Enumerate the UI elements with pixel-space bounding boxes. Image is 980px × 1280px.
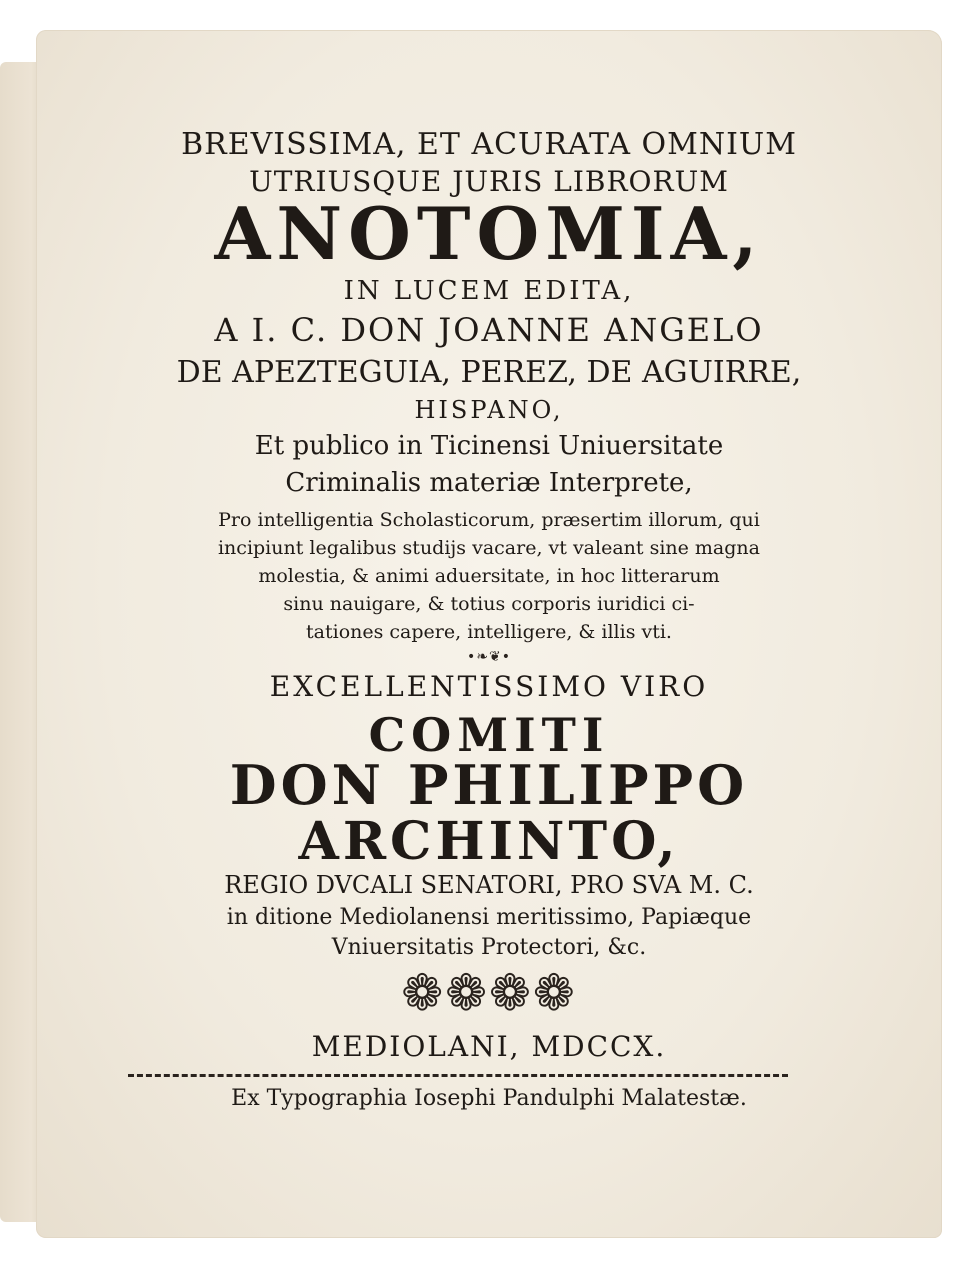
- author-surname-line: DE APEZTEGUIA, PEREZ, DE AGUIRRE,: [176, 355, 802, 390]
- author-line: A I. C. DON JOANNE ANGELO: [214, 311, 764, 349]
- dedicatee-line-3: ARCHINTO,: [298, 811, 680, 872]
- dedication-intro: EXCELLENTISSIMO VIRO: [269, 670, 709, 703]
- title-line-3: IN LUCEM EDITA,: [343, 276, 635, 306]
- position-line-2: Criminalis materiæ Interprete,: [285, 468, 693, 498]
- printer-line: Ex Typographia Iosephi Pandulphi Malatestæ.: [231, 1086, 747, 1111]
- main-title: ANOTOMIA,: [214, 191, 764, 276]
- large-ornament-icon: ❁❁❁❁: [401, 964, 577, 1022]
- purpose-line-4: sinu nauigare, & totius corporis iuridici ci-: [283, 593, 695, 615]
- purpose-line-2: incipiunt legalibus studijs vacare, vt valeant sine magna: [217, 537, 760, 559]
- dedicatee-line-2: DON PHILIPPO: [229, 753, 749, 817]
- imprint-place: MEDIOLANI, MDCCX.: [311, 1030, 667, 1063]
- purpose-line-1: Pro intelligentia Scholasticorum, præsertim illorum, qui: [218, 509, 760, 531]
- purpose-line-3: molestia, & animi aduersitate, in hoc litterarum: [258, 565, 720, 587]
- dedicatee-desc-1: in ditione Mediolanensi meritissimo, Papiæque: [226, 905, 752, 930]
- position-line-1: Et publico in Ticinensi Uniuersitate: [254, 431, 724, 461]
- small-ornament-icon: •❧❦•: [467, 649, 511, 665]
- dedicatee-title: REGIO DVCALI SENATORI, PRO SVA M. C.: [224, 871, 754, 899]
- title-line-2: UTRIUSQUE JURIS LIBRORUM: [249, 165, 729, 198]
- title-page: [36, 30, 942, 1238]
- dedicatee-line-1: COMITI: [368, 708, 610, 762]
- purpose-line-5: tationes capere, intelligere, & illis vti.: [306, 621, 672, 643]
- title-line-1: BREVISSIMA, ET ACURATA OMNIUM: [181, 127, 797, 162]
- dedicatee-desc-2: Vniuersitatis Protectori, &c.: [331, 935, 647, 960]
- nationality-line: HISPANO,: [414, 396, 564, 424]
- imprint-rule: [128, 1074, 788, 1077]
